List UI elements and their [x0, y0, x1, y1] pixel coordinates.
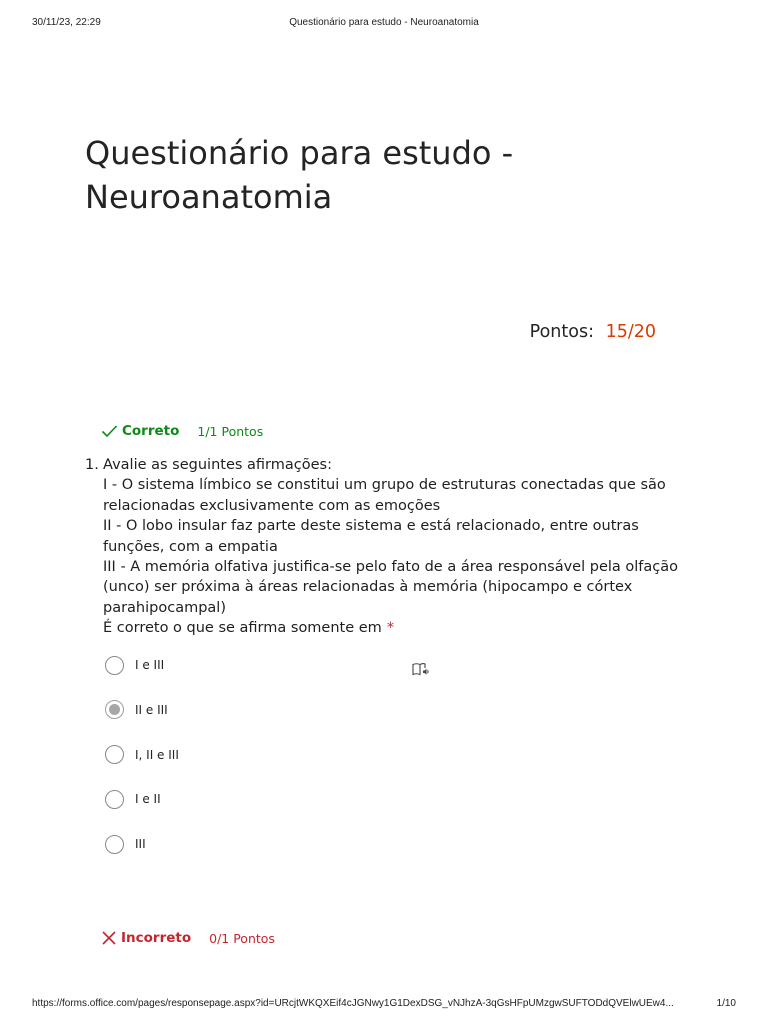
option-label: III — [135, 837, 146, 851]
question-line: III - A memória olfativa justifica-se pelo fato de a área responsável pela olfação — [103, 559, 679, 576]
score-value: 15/20 — [605, 322, 656, 342]
question-line: (unco) ser próxima à áreas relacionadas à memória (hipocampo e córtex — [103, 579, 633, 596]
question-line: funções, com a empatia — [103, 538, 278, 555]
status-points: 0/1 Pontos — [209, 930, 275, 946]
option-label: II e III — [135, 702, 168, 717]
status-label: Correto — [122, 423, 180, 439]
option-label: I e III — [135, 658, 165, 672]
option-iii[interactable] — [105, 834, 179, 854]
status-points: 1/1 Pontos — [197, 423, 264, 439]
option-label: I, II e III — [135, 747, 179, 762]
status-label: Incorreto — [121, 930, 192, 946]
question-line: parahipocampal) — [103, 599, 226, 616]
option-i-ii-e-iii[interactable] — [105, 745, 179, 765]
option-i-e-ii[interactable] — [105, 789, 179, 809]
check-icon — [101, 424, 118, 438]
question-line: I - O sistema límbico se constitui um grupo de estruturas conectadas que são — [103, 477, 666, 494]
option-label: I e II — [135, 792, 161, 807]
cross-icon — [101, 931, 117, 945]
print-footer — [0, 998, 768, 1012]
radio-button[interactable] — [105, 790, 124, 809]
question-1-status — [101, 422, 263, 440]
form-title: Questionário para estudo - Neuroanatomia — [85, 134, 514, 216]
question-line: Avalie as seguintes afirmações: — [103, 457, 332, 473]
radio-button[interactable] — [105, 835, 124, 854]
question-number: 1. — [85, 457, 99, 473]
required-mark: * — [386, 620, 395, 637]
question-prompt: É correto o que se afirma somente em — [103, 620, 382, 637]
question-prompt-line — [103, 618, 685, 638]
print-url: https://forms.office.com/pages/responsepage.aspx?id=URcjtWKQXEif4cJGNwy1G1DexDSG_vNJhzA-3qGsHFpUMzgwSUFTODdQVElwUEw4... — [32, 998, 674, 1009]
radio-button-selected[interactable] — [105, 700, 124, 719]
print-title: Questionário para estudo - Neuroanatomia — [289, 17, 479, 28]
immersive-reader-icon[interactable] — [412, 621, 430, 635]
print-header — [0, 17, 768, 31]
answer-options — [105, 655, 179, 879]
question-2-status — [101, 929, 275, 947]
option-i-e-iii[interactable] — [105, 655, 179, 675]
score — [530, 322, 656, 342]
radio-button[interactable] — [105, 656, 124, 675]
question-line: relacionadas exclusivamente com as emoções — [103, 497, 441, 514]
score-label: Pontos: — [529, 322, 594, 342]
question-line: II - O lobo insular faz parte deste sistema e está relacionado, entre outras — [103, 518, 639, 535]
question-text — [103, 455, 685, 639]
radio-button[interactable] — [105, 745, 124, 764]
option-ii-e-iii[interactable] — [105, 700, 179, 720]
question-1 — [85, 455, 685, 639]
print-datetime: 30/11/23, 22:29 — [32, 17, 101, 28]
page-number: 1/10 — [716, 998, 736, 1009]
